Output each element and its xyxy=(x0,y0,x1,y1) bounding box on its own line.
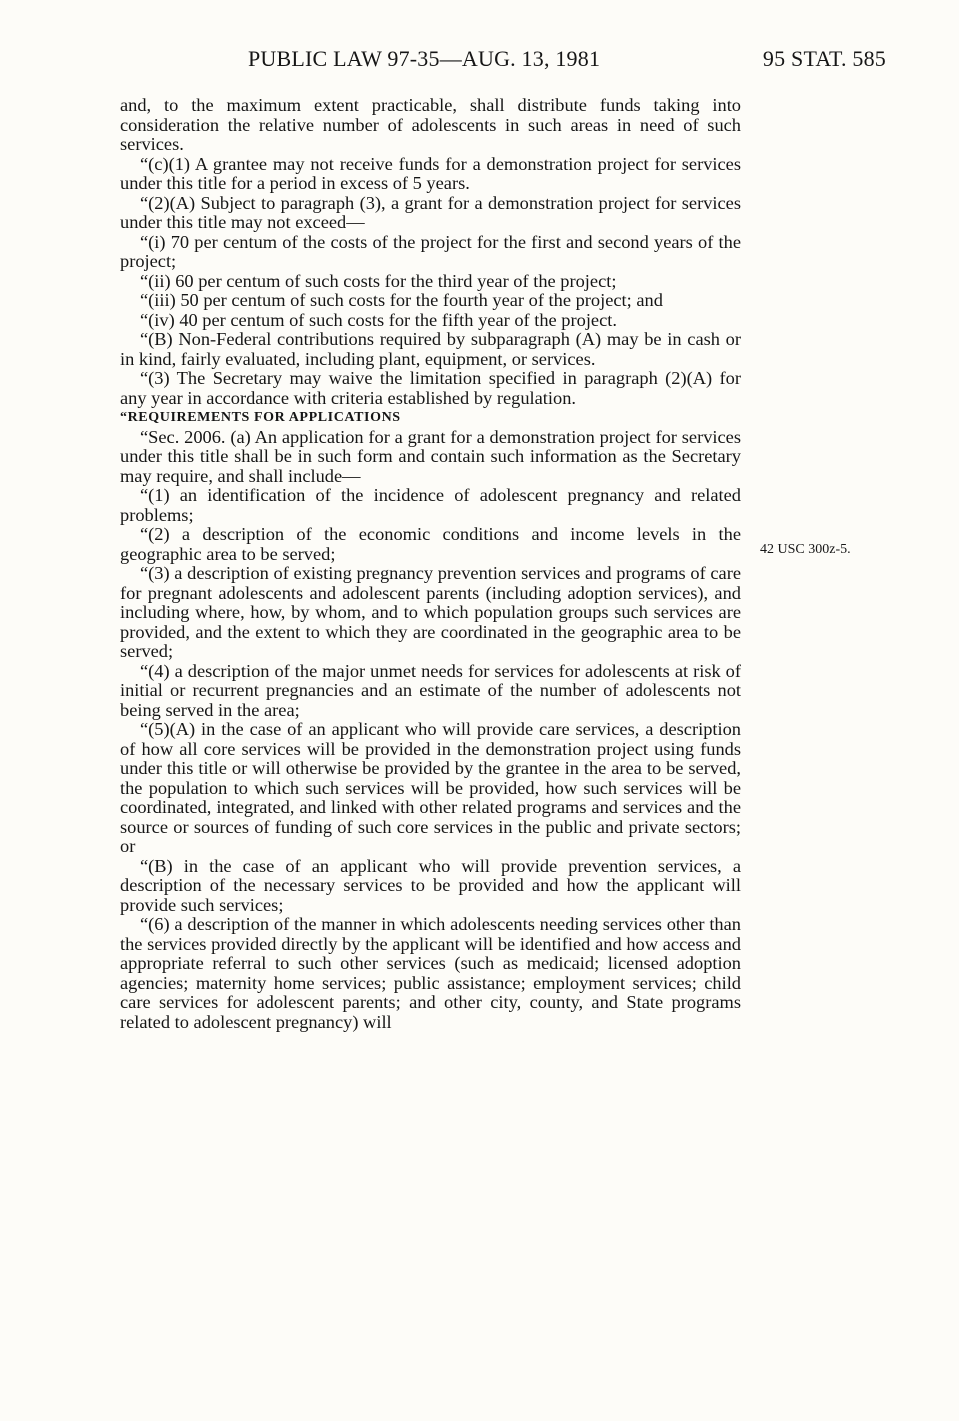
paragraph-2a: “(2)(A) Subject to paragraph (3), a grant for a demonstration project for services under this title may not exceed— xyxy=(120,192,741,232)
item-5b: “(B) in the case of an applicant who will provide prevention services, a description of the necessary services to be provided and how the applicant will provide such services; xyxy=(120,855,741,915)
item-4: “(4) a description of the major unmet needs for services for adolescents at risk of initial or recurrent pregnancies and an estimate of the number of adolescents not being served in the area; xyxy=(120,660,741,720)
item-6: “(6) a description of the manner in which adolescents needing services other than the services provided directly by the applicant will be identified and how access and appropriate referral to such other services (such as medicaid; licensed adoption agencies; maternity home services; public assistance; employment services; child care services for adolescent parents; and other city, county, and State programs related to adolescent pregnancy) will xyxy=(120,914,741,1032)
paragraph-c1: “(c)(1) A grantee may not receive funds for a demonstration project for services under this title for a period in excess of 5 years. xyxy=(120,153,741,193)
page-header xyxy=(120,46,886,80)
paragraph-continuation: and, to the maximum extent practicable, shall distribute funds taking into consideration the relative number of adolescents in such areas in need of such services. xyxy=(120,95,741,154)
running-head: PUBLIC LAW 97-35—AUG. 13, 1981 xyxy=(248,46,601,71)
item-5a: “(5)(A) in the case of an applicant who will provide care services, a description of how all core services will be provided in the demonstration project using funds under this title or will otherwise be provided by the grantee in the area to be served, the population to which such services will be provided, how such services will be coordinated, integrated, and linked with other related programs and services and the source or sources of funding of such core services in the public and private sectors; or xyxy=(120,719,741,856)
clause-iii: “(iii) 50 per centum of such costs for the fourth year of the project; and xyxy=(140,290,663,310)
document-body xyxy=(120,96,741,1032)
section-heading: “REQUIREMENTS FOR APPLICATIONS xyxy=(120,410,401,425)
paragraph-b: “(B) Non-Federal contributions required by subparagraph (A) may be in cash or in kind, fairly evaluated, including plant, equipment, or services. xyxy=(120,329,741,369)
section-2006-a: “Sec. 2006. (a) An application for a grant for a demonstration project for services under this title shall be in such form and contain such information as the Secretary may require, and shall include— xyxy=(120,426,741,486)
stat-page-number: 95 STAT. 585 xyxy=(762,46,886,71)
item-3: “(3) a description of existing pregnancy prevention services and programs of care for pregnant adolescents and adolescent parents (including adoption services), and including where, how, by whom, and to which population groups such services are provided, and the extent to which they are coordinated in the geographic area to be served; xyxy=(120,563,741,661)
item-2: “(2) a description of the economic conditions and income levels in the geographic area to be served; xyxy=(120,524,741,564)
margin-citation: 42 USC 300z-5. xyxy=(760,542,851,557)
clause-iv: “(iv) 40 per centum of such costs for the fifth year of the project. xyxy=(140,309,617,330)
item-1: “(1) an identification of the incidence of adolescent pregnancy and related problems; xyxy=(120,485,741,525)
clause-ii: “(ii) 60 per centum of such costs for the third year of the project; xyxy=(140,270,617,291)
clause-i: “(i) 70 per centum of the costs of the project for the first and second years of the project; xyxy=(120,231,741,271)
paragraph-3: “(3) The Secretary may waive the limitation specified in paragraph (2)(A) for any year in accordance with criteria established by regulation. xyxy=(120,368,741,408)
